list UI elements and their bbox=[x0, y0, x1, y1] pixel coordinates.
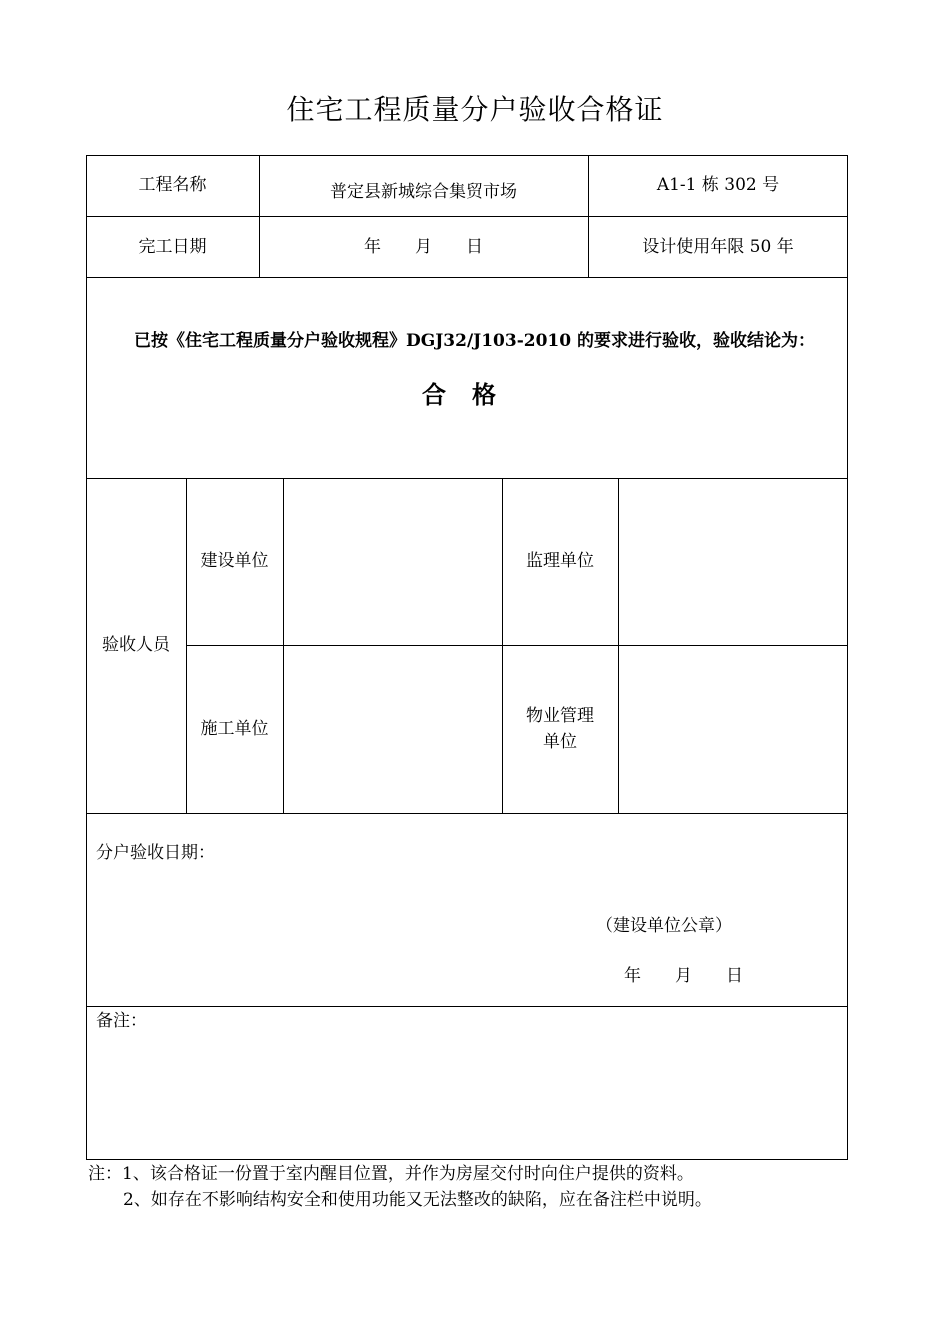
project-name-value: 普定县新城综合集贸市场 bbox=[330, 182, 517, 202]
property-unit-label-line1: 物业管理 bbox=[526, 706, 594, 726]
row-divider bbox=[86, 1006, 848, 1007]
row-divider bbox=[86, 277, 848, 278]
unit-number-value: A1-1 栋 302 号 bbox=[656, 175, 780, 195]
row-divider bbox=[86, 216, 848, 217]
footnote-1: 注：1、该合格证一份置于室内醒目位置，并作为房屋交付时向住户提供的资料。 bbox=[88, 1164, 694, 1184]
row-divider bbox=[86, 478, 848, 479]
column-divider bbox=[186, 478, 187, 814]
footnote-2: 2、如存在不影响结构安全和使用功能又无法整改的缺陷，应在备注栏中说明。 bbox=[123, 1190, 712, 1210]
table-border-left bbox=[86, 155, 87, 1160]
company-seal-label: （建设单位公章） bbox=[596, 916, 732, 936]
design-life-value: 设计使用年限 50 年 bbox=[642, 237, 794, 257]
acceptance-statement: 已按《住宅工程质量分户验收规程》DGJ32/J103-2010 的要求进行验收，验收结论为： bbox=[134, 331, 815, 351]
table-border-top bbox=[86, 155, 848, 156]
completion-date-value: 年 月 日 bbox=[364, 237, 483, 257]
property-unit-label-line2: 单位 bbox=[543, 732, 577, 752]
column-divider bbox=[283, 478, 284, 814]
table-border-right bbox=[847, 155, 848, 1160]
supervision-unit-label: 监理单位 bbox=[526, 551, 594, 571]
inspection-date-label: 分户验收日期： bbox=[96, 843, 215, 863]
column-divider bbox=[618, 478, 619, 814]
inspectors-label: 验收人员 bbox=[102, 635, 170, 655]
seal-date: 年 月 日 bbox=[624, 966, 743, 986]
certificate-table bbox=[86, 155, 848, 1160]
acceptance-result: 合格 bbox=[422, 380, 522, 409]
construction-unit-label: 建设单位 bbox=[200, 551, 269, 571]
footnotes bbox=[88, 1161, 712, 1213]
completion-date-label: 完工日期 bbox=[138, 237, 207, 257]
column-divider bbox=[259, 155, 260, 278]
remarks-label: 备注： bbox=[96, 1011, 147, 1031]
project-name-label: 工程名称 bbox=[138, 175, 207, 195]
column-divider bbox=[502, 478, 503, 814]
row-divider bbox=[86, 813, 848, 814]
table-border-bottom bbox=[86, 1159, 848, 1160]
row-divider bbox=[186, 645, 848, 646]
document-title: 住宅工程质量分户验收合格证 bbox=[286, 93, 664, 126]
builder-unit-label: 施工单位 bbox=[200, 719, 269, 739]
